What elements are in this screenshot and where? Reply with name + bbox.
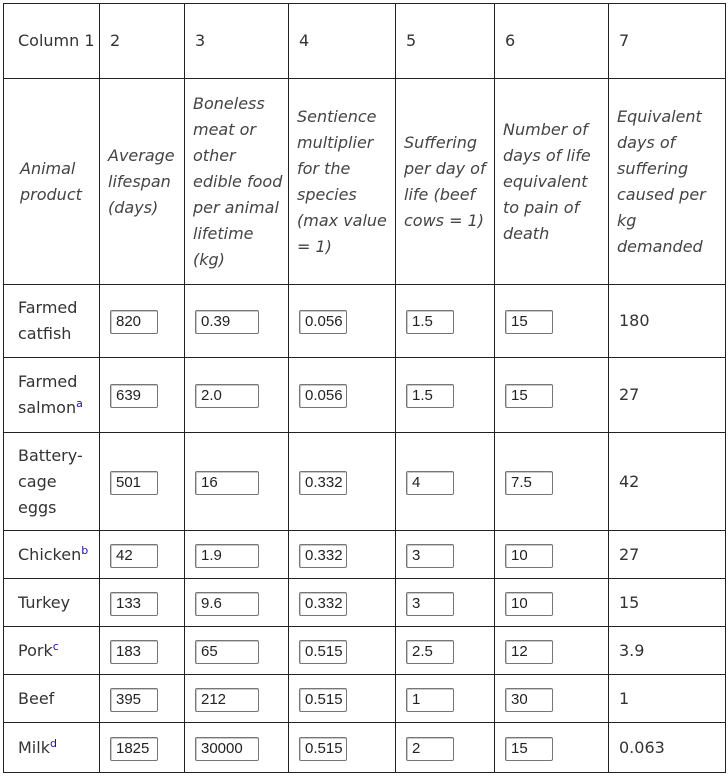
lifespan-cell bbox=[100, 675, 185, 723]
meat-cell bbox=[185, 579, 289, 627]
meat-cell bbox=[185, 723, 289, 773]
footnote-link[interactable]: d bbox=[49, 736, 57, 750]
equivalent-days-result: 180 bbox=[609, 285, 726, 358]
sentience-cell bbox=[289, 285, 396, 358]
column-number-6: 6 bbox=[495, 4, 609, 79]
suffering-calculator-table bbox=[3, 3, 726, 773]
lifespan-cell bbox=[100, 358, 185, 433]
sentience-cell bbox=[289, 675, 396, 723]
death-pain-cell bbox=[495, 723, 609, 773]
edible-food-input[interactable]: 1.9 bbox=[195, 544, 259, 568]
lifespan-cell bbox=[100, 627, 185, 675]
death-pain-input[interactable]: 15 bbox=[505, 737, 553, 761]
sentience-cell bbox=[289, 579, 396, 627]
death-pain-input[interactable]: 30 bbox=[505, 688, 553, 712]
animal-product-name bbox=[4, 627, 100, 675]
table-row bbox=[4, 433, 726, 531]
death-pain-cell bbox=[495, 627, 609, 675]
meat-cell bbox=[185, 531, 289, 579]
suffering-input[interactable]: 2 bbox=[406, 737, 454, 761]
animal-product-name bbox=[4, 358, 100, 433]
animal-product-label: Beef bbox=[18, 688, 55, 708]
animal-product-name bbox=[4, 531, 100, 579]
edible-food-input[interactable]: 9.6 bbox=[195, 592, 259, 616]
lifespan-input[interactable]: 1825 bbox=[110, 737, 158, 761]
lifespan-input[interactable]: 42 bbox=[110, 544, 158, 568]
sentience-input[interactable]: 0.515 bbox=[299, 640, 347, 664]
equivalent-days-result: 27 bbox=[609, 358, 726, 433]
meat-cell bbox=[185, 433, 289, 531]
column-number-3: 3 bbox=[185, 4, 289, 79]
meat-cell bbox=[185, 675, 289, 723]
death-pain-input[interactable]: 15 bbox=[505, 310, 553, 334]
lifespan-input[interactable]: 133 bbox=[110, 592, 158, 616]
edible-food-input[interactable]: 16 bbox=[195, 471, 259, 495]
equivalent-days-result: 3.9 bbox=[609, 627, 726, 675]
edible-food-input[interactable]: 65 bbox=[195, 640, 259, 664]
edible-food-input[interactable]: 2.0 bbox=[195, 384, 259, 408]
suffering-cell bbox=[396, 358, 495, 433]
table-row bbox=[4, 358, 726, 433]
header-suffering-per-day: Suffering per day of life (beef cows = 1) bbox=[396, 79, 495, 285]
suffering-cell bbox=[396, 579, 495, 627]
death-pain-cell bbox=[495, 285, 609, 358]
header-equivalent-days: Equivalent days of suffering caused per kg demanded bbox=[609, 79, 726, 285]
lifespan-input[interactable]: 820 bbox=[110, 310, 158, 334]
sentience-cell bbox=[289, 358, 396, 433]
suffering-cell bbox=[396, 627, 495, 675]
table-row bbox=[4, 723, 726, 773]
animal-product-label: Milk bbox=[18, 737, 50, 757]
sentience-cell bbox=[289, 627, 396, 675]
sentience-input[interactable]: 0.056 bbox=[299, 310, 347, 334]
header-sentience-multiplier: Sentience multiplier for the species (max value = 1) bbox=[289, 79, 396, 285]
lifespan-input[interactable]: 395 bbox=[110, 688, 158, 712]
lifespan-input[interactable]: 183 bbox=[110, 640, 158, 664]
table-row bbox=[4, 531, 726, 579]
table-row bbox=[4, 675, 726, 723]
table-row bbox=[4, 285, 726, 358]
death-pain-cell bbox=[495, 358, 609, 433]
meat-cell bbox=[185, 285, 289, 358]
lifespan-cell bbox=[100, 285, 185, 358]
equivalent-days-result: 42 bbox=[609, 433, 726, 531]
suffering-input[interactable]: 1 bbox=[406, 688, 454, 712]
equivalent-days-result: 27 bbox=[609, 531, 726, 579]
sentience-cell bbox=[289, 433, 396, 531]
suffering-input[interactable]: 2.5 bbox=[406, 640, 454, 664]
animal-product-label: Chicken bbox=[18, 544, 82, 564]
meat-cell bbox=[185, 627, 289, 675]
animal-product-label: Farmed salmon bbox=[18, 372, 78, 417]
lifespan-cell bbox=[100, 723, 185, 773]
header-row bbox=[4, 79, 726, 285]
meat-cell bbox=[185, 358, 289, 433]
animal-product-name bbox=[4, 579, 100, 627]
table-row bbox=[4, 579, 726, 627]
edible-food-input[interactable]: 212 bbox=[195, 688, 259, 712]
column-number-row bbox=[4, 4, 726, 79]
column-number-1: Column 1 bbox=[4, 4, 100, 79]
death-pain-cell bbox=[495, 531, 609, 579]
sentience-input[interactable]: 0.515 bbox=[299, 737, 347, 761]
suffering-input[interactable]: 3 bbox=[406, 592, 454, 616]
footnote-link[interactable]: a bbox=[76, 397, 83, 410]
death-pain-input[interactable]: 7.5 bbox=[505, 471, 553, 495]
column-number-7: 7 bbox=[609, 4, 726, 79]
death-pain-input[interactable]: 12 bbox=[505, 640, 553, 664]
column-number-5: 5 bbox=[396, 4, 495, 79]
animal-product-label: Farmed catfish bbox=[18, 298, 78, 343]
sentience-cell bbox=[289, 723, 396, 773]
equivalent-days-result: 1 bbox=[609, 675, 726, 723]
sentience-input[interactable]: 0.515 bbox=[299, 688, 347, 712]
animal-product-name bbox=[4, 433, 100, 531]
lifespan-input[interactable]: 501 bbox=[110, 471, 158, 495]
footnote-link[interactable]: b bbox=[81, 543, 89, 557]
edible-food-input[interactable]: 0.39 bbox=[195, 310, 259, 334]
animal-product-name bbox=[4, 723, 100, 773]
lifespan-cell bbox=[100, 531, 185, 579]
suffering-cell bbox=[396, 433, 495, 531]
death-pain-input[interactable]: 10 bbox=[505, 592, 553, 616]
header-average-lifespan: Average lifespan (days) bbox=[100, 79, 185, 285]
suffering-cell bbox=[396, 675, 495, 723]
header-pain-of-death: Number of days of life equivalent to pain of death bbox=[495, 79, 609, 285]
suffering-cell bbox=[396, 531, 495, 579]
equivalent-days-result: 0.063 bbox=[609, 723, 726, 773]
header-edible-food: Boneless meat or other edible food per animal lifetime (kg) bbox=[185, 79, 289, 285]
edible-food-input[interactable]: 30000 bbox=[195, 737, 259, 761]
footnote-link[interactable]: c bbox=[52, 639, 59, 653]
suffering-cell bbox=[396, 723, 495, 773]
sentience-input[interactable]: 0.332 bbox=[299, 471, 347, 495]
death-pain-cell bbox=[495, 433, 609, 531]
lifespan-cell bbox=[100, 433, 185, 531]
animal-product-label: Turkey bbox=[18, 592, 71, 612]
suffering-input[interactable]: 1.5 bbox=[406, 384, 454, 408]
animal-product-name bbox=[4, 675, 100, 723]
death-pain-cell bbox=[495, 579, 609, 627]
lifespan-input[interactable]: 639 bbox=[110, 384, 158, 408]
death-pain-input[interactable]: 10 bbox=[505, 544, 553, 568]
equivalent-days-result: 15 bbox=[609, 579, 726, 627]
sentience-input[interactable]: 0.332 bbox=[299, 592, 347, 616]
suffering-cell bbox=[396, 285, 495, 358]
sentience-input[interactable]: 0.332 bbox=[299, 544, 347, 568]
sentience-cell bbox=[289, 531, 396, 579]
column-number-4: 4 bbox=[289, 4, 396, 79]
header-animal-product: Animal product bbox=[4, 79, 100, 285]
animal-product-name bbox=[4, 285, 100, 358]
suffering-input[interactable]: 1.5 bbox=[406, 310, 454, 334]
suffering-input[interactable]: 4 bbox=[406, 471, 454, 495]
animal-product-label: Pork bbox=[18, 640, 53, 660]
lifespan-cell bbox=[100, 579, 185, 627]
animal-product-label: Battery-cage eggs bbox=[18, 445, 83, 517]
column-number-2: 2 bbox=[100, 4, 185, 79]
sentience-input[interactable]: 0.056 bbox=[299, 384, 347, 408]
table-row bbox=[4, 627, 726, 675]
death-pain-cell bbox=[495, 675, 609, 723]
death-pain-input[interactable]: 15 bbox=[505, 384, 553, 408]
suffering-input[interactable]: 3 bbox=[406, 544, 454, 568]
